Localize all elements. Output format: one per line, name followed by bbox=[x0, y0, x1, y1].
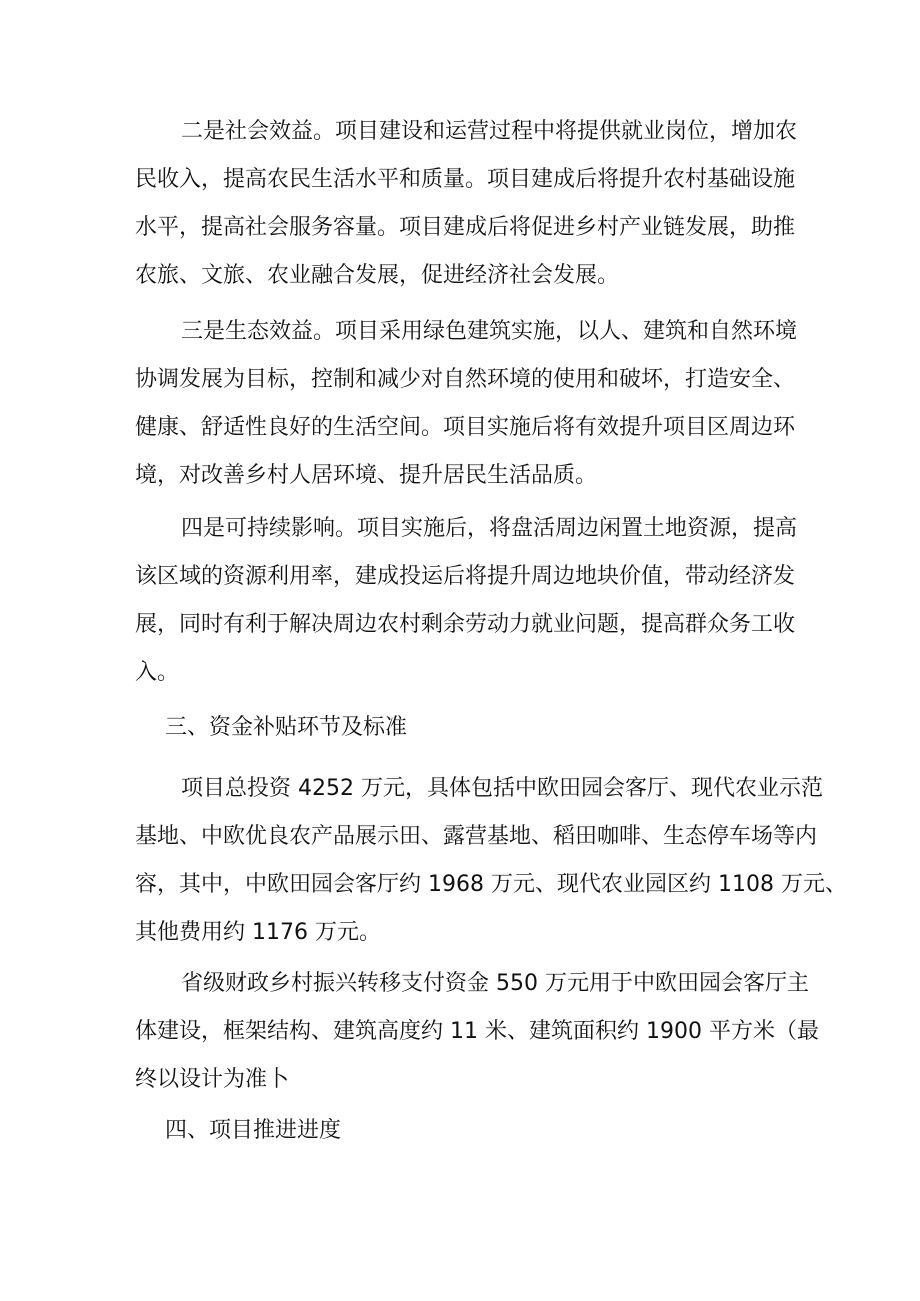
text-line: 健康、舒适性良好的生活空间。项目实施后将有效提升项目区周边环 bbox=[135, 415, 796, 440]
heading-text: 四、项目推进进度 bbox=[165, 1118, 342, 1143]
text-line: 展，同时有利于解决周边农村剩余劳动力就业问题，提高群众务工收 bbox=[135, 612, 796, 637]
paragraph-total-investment bbox=[135, 765, 847, 957]
text-line: 协调发展为目标，控制和减少对自然环境的使用和破坏，打造安全、 bbox=[135, 367, 796, 392]
text-line: 终以设计为准卜 bbox=[135, 1067, 290, 1092]
text-line: 其他费用约 1176 万元。 bbox=[135, 920, 381, 945]
text-line: 四是可持续影响。项目实施后，将盘活周边闲置土地资源，提高 bbox=[181, 516, 798, 541]
text-line: 容，其中，中欧田园会客厅约 1968 万元、现代农业园区约 1108 万元、 bbox=[135, 872, 847, 897]
section-heading-subsidy bbox=[135, 704, 815, 752]
text-line: 基地、中欧优良农产品展示田、露营基地、稻田咖啡、生态停车场等内 bbox=[135, 824, 818, 849]
text-line: 省级财政乡村振兴转移支付资金 550 万元用于中欧田园会客厅主 bbox=[181, 971, 809, 996]
section-heading-progress bbox=[135, 1107, 815, 1155]
paragraph-provincial-funds bbox=[135, 960, 819, 1104]
text-line: 项目总投资 4252 万元，具体包括中欧田园会客厅、现代农业示范 bbox=[181, 776, 823, 801]
text-line: 体建设，框架结构、建筑高度约 11 米、建筑面积约 1900 平方米（最 bbox=[135, 1019, 819, 1044]
heading-text: 三、资金补贴环节及标准 bbox=[165, 715, 408, 740]
text-line: 二是社会效益。项目建设和运营过程中将提供就业岗位，增加农 bbox=[181, 119, 798, 144]
text-line: 水平，提高社会服务容量。项目建成后将促进乡村产业链发展，助推 bbox=[135, 215, 796, 240]
text-line: 民收入，提高农民生活水平和质量。项目建成后将提升农村基础设施 bbox=[135, 167, 796, 192]
text-line: 农旅、文旅、农业融合发展，促进经济社会发展。 bbox=[135, 263, 620, 288]
text-line: 入。 bbox=[135, 660, 180, 685]
text-line: 境，对改善乡村人居环境、提升居民生活品质。 bbox=[135, 463, 598, 488]
paragraph-ecological-benefit bbox=[135, 308, 815, 500]
paragraph-sustainable-impact bbox=[135, 505, 815, 697]
text-line: 该区域的资源利用率，建成投运后将提升周边地块价值，带动经济发 bbox=[135, 564, 796, 589]
text-line: 三是生态效益。项目采用绿色建筑实施，以人、建筑和自然环境 bbox=[181, 319, 798, 344]
paragraph-social-benefit bbox=[135, 108, 815, 300]
